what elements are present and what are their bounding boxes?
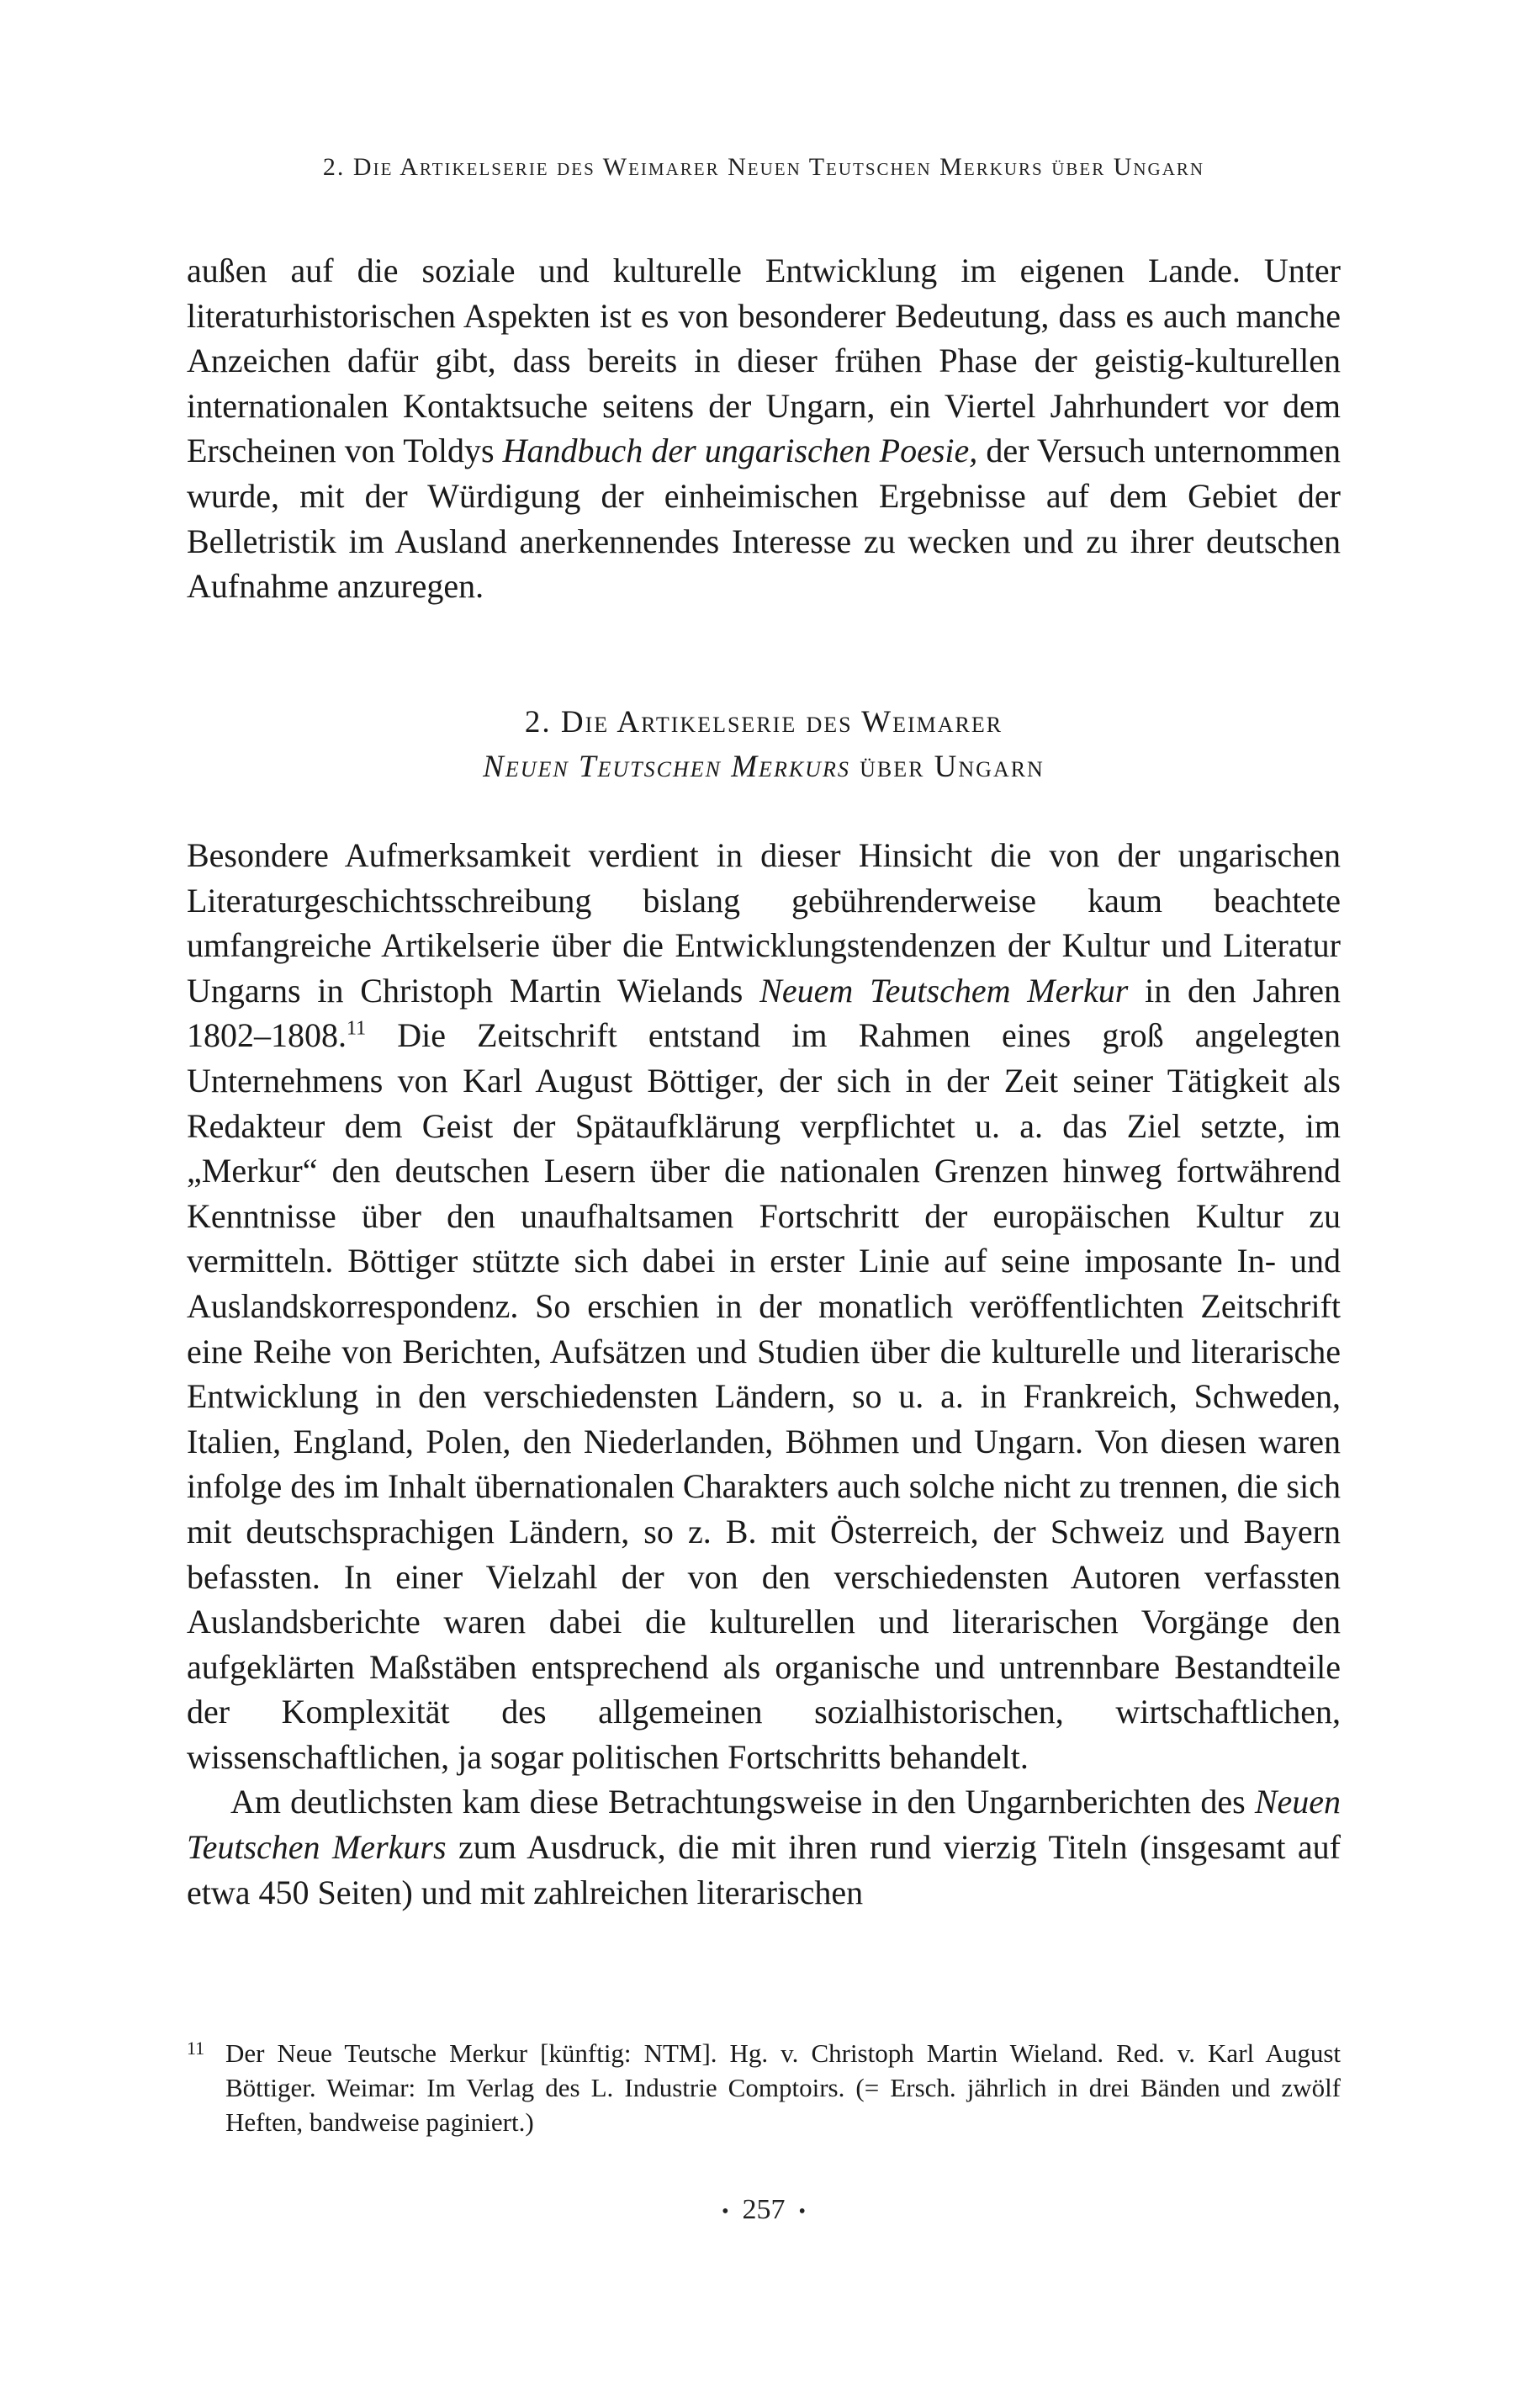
intro-text-start: außen auf die soziale und kulturelle Entwicklung im eigenen Lande. Unter literaturhistorischen Aspekten ist es von besonderer Bedeutung, dass es auch manche Anzeichen dafür gibt, dass bereits in dieser frühen Phase der geistig-kulturellen internationalen Kontaktsuche seitens der Ungarn, ein Viertel Jahrhundert vor dem Erscheinen von Toldys: [187, 252, 1341, 470]
page-number-footer: [187, 2194, 1341, 2226]
main-p2-journal-title: Neuen Teutschen Merkurs: [187, 1783, 1341, 1867]
main-p1-journal-title: Neuem Teutschem Merkur: [759, 971, 1129, 1010]
main-text: [187, 833, 1341, 1915]
intro-text: [187, 248, 1341, 609]
section-heading-journal: Neuen Teutschen Merkurs: [483, 750, 850, 784]
folio-ornament-left: •: [722, 2200, 729, 2223]
intro-text-end: der Versuch unternommen wurde, mit der Würdigung der einheimischen Ergebnisse auf dem Gebiet der Belletristik im Ausland anerkennendes Interesse zu wecken und zu ihrer deutschen Aufnahme anzuregen.: [187, 432, 1341, 606]
section-heading-rest: über Ungarn: [849, 750, 1045, 784]
main-p2-text-a: Am deutlichsten kam diese Betrachtungsweise in den Ungarnberichten des: [230, 1783, 1255, 1821]
main-p1-text-a: Besondere Aufmerksamkeit verdient in dieser Hinsicht die von der ungarischen Literaturgeschichtsschreibung bislang gebührenderweise kaum beachtete umfangreiche Artikelserie über die Entwicklungstendenzen der Kultur und Literatur Ungarns in Christoph Martin Wielands: [187, 836, 1341, 1010]
main-paragraph-1: [187, 833, 1341, 1779]
main-p1-text-c: Die Zeitschrift entstand im Rahmen eines groß angelegten Unternehmens von Karl August Böttiger, der sich in der Zeit seiner Tätigkeit als Redakteur dem Geist der Spätaufklärung verpflichtet u. a. das Ziel setzte, im „Merkur“ den deutschen Lesern über die nationalen Grenzen hinweg fortwährend Kenntnisse über den unaufhaltsamen Fortschritt der europäischen Kultur zu vermitteln. Böttiger stützte sich dabei in erster Linie auf seine imposante In- und Auslandskorrespondenz. So erschien in der monatlich veröffentlichten Zeitschrift eine Reihe von Berichten, Aufsätzen und Studien über die kulturelle und literarische Entwicklung in den verschiedensten Ländern, so u. a. in Frankreich, Schweden, Italien, England, Polen, den Niederlanden, Böhmen und Ungarn. Von diesen waren infolge des im Inhalt übernationalen Charakters auch solche nicht zu trennen, die sich mit deutschsprachigen Ländern, so z. B. mit Österreich, der Schweiz und Bayern befassten. In einer Vielzahl der von den verschiedensten Autoren verfassten Auslandsberichte waren dabei die kulturellen und literarischen Vorgänge den aufgeklärten Maßstäben entsprechend als organische und untrennbare Bestandteile der Komplexität des allgemeinen sozialhistorischen, wirtschaftlichen, wissenschaftlichen, ja sogar politischen Fortschritts behandelt.: [187, 1016, 1341, 1776]
section-heading: [187, 700, 1341, 789]
footnote: [187, 2036, 1341, 2139]
main-p1-text-b: in den Jahren 1802–1808.: [187, 971, 1342, 1055]
main-paragraph-2: [187, 1779, 1341, 1915]
folio-ornament-right: •: [798, 2200, 806, 2223]
intro-book-title: Handbuch der ungarischen Poesie,: [502, 432, 978, 470]
page-number: 257: [742, 2194, 786, 2225]
section-heading-line1: 2. Die Artikelserie des Weimarer: [524, 705, 1003, 739]
intro-paragraph: [187, 248, 1341, 609]
main-p2-text-b: zum Ausdruck, die mit ihren rund vierzig Titeln (insgesamt auf etwa 450 Seiten) und mit zahlreichen literarischen: [187, 1828, 1342, 1911]
footnote-text: Der Neue Teutsche Merkur [künftig: NTM]. Hg. v. Christoph Martin Wieland. Red. v. Karl August Böttiger. Weimar: Im Verlag des L. Industrie Comptoirs. (= Ersch. jährlich in drei Bänden und zwölf Heften, bandweise paginiert.): [225, 2038, 1341, 2137]
section-heading-line2: [187, 745, 1341, 789]
running-head: 2. Die Artikelserie des Weimarer Neuen Teutschen Merkurs über Ungarn: [322, 153, 1205, 181]
footnote-number: 11: [187, 2038, 205, 2059]
footnote-reference[interactable]: 11: [347, 1018, 367, 1041]
book-page: [187, 0, 1341, 2385]
